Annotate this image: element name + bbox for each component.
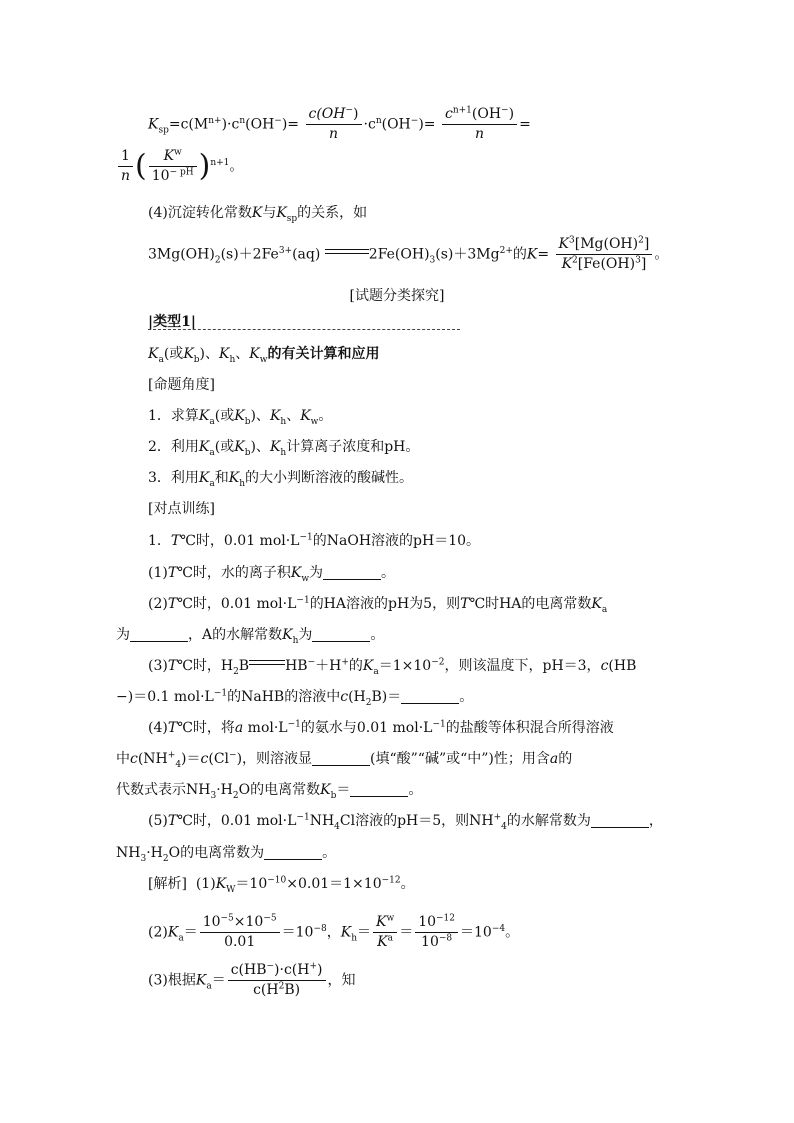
fraction-1-over-n: $\frac{1}{n}$ bbox=[118, 148, 133, 185]
type-divider bbox=[148, 329, 460, 330]
fraction-cn1-over-n: $\frac{c^{n+1}(OH^-)}{n}$ bbox=[442, 106, 517, 143]
angle-item-1: 1．求算$K_a$(或$K_b$)、$K_h$、$K_w$。 bbox=[148, 408, 333, 427]
question-1-2: (2)T℃时，0.01 $mol\cdot L^{-1}$的HA溶液的pH为5，则T℃时HA的电离常数$K_a$ bbox=[148, 595, 608, 615]
fraction-ka-calc: $\frac{10^{-5}\times 10^{-5}}{0.01}$ bbox=[200, 914, 280, 951]
answer-blank[interactable] bbox=[312, 751, 370, 766]
equilibrium-arrow bbox=[249, 658, 285, 668]
answer-blank[interactable] bbox=[264, 845, 322, 860]
item-4-intro: (4)沉淀转化常数K与$K_{sp}$的关系，如 bbox=[148, 205, 368, 224]
analysis-2: $(2)K_a=$ $\frac{10^{-5}\times 10^{-5}}{0.01}$ $=10^{-8}$，$K_h=$ $\frac{K^w}{K^a}$ ＝ $\frac{10^{-12}}{10^{-8}}$ $=10^{-4}$。 bbox=[148, 913, 520, 950]
fraction-oh-over-n: $\frac{c(OH^-)}{n}$ bbox=[306, 106, 362, 143]
question-1-3-cont: −)＝0.1 $mol\cdot L^{-1}$的NaHB的溶液中$c(H_2B)=$ 。 bbox=[116, 688, 474, 708]
question-1-5: (5)T℃时，0.01 $mol\cdot L^{-1}NH_4Cl$溶液的pH＝5，则$NH^+_4$的水解常数为 ， bbox=[148, 812, 663, 832]
type-label: |类型1| bbox=[148, 314, 196, 330]
fraction-ka-definition: $\frac{c(HB^-)\cdot c(H^+)}{c(H^2B)}$ bbox=[228, 962, 326, 999]
analysis-1: [解析] $(1)K_W=10^{-10}\times 0.01=1\times 10^{-12}$。 bbox=[148, 875, 415, 895]
question-1-4-cont2: 代数式表示$NH_3\cdot H_2O$的电离常数$K_b=$ 。 bbox=[116, 782, 423, 801]
ksp-formula-continuation: $\frac{1}{n}$ ( $\frac{K^w}{10^{- pH}}$ )$^{n+1}$。 bbox=[116, 148, 243, 185]
analysis-3: (3)根据$K_a=$ $\frac{c(HB^-)\cdot c(H^+)}{c(H^2B)}$ ，知 bbox=[148, 961, 356, 998]
answer-blank[interactable] bbox=[323, 565, 381, 580]
fraction-kw-over-ka: $\frac{K^w}{K^a}$ bbox=[373, 914, 397, 951]
question-1-4-cont: 中$c(NH^+_4)=c(Cl^-)$，则溶液显 (填“酸”“碱”或“中”)性；用含a的 bbox=[116, 750, 573, 770]
question-1-4: (4)T℃时，将a $mol\cdot L^{-1}$的氨水与0.01 $mol\cdot L^{-1}$的盐酸等体积混合所得溶液 bbox=[148, 719, 614, 736]
practice-heading: [对点训练] bbox=[148, 501, 215, 517]
section-heading: [试题分类探究] bbox=[349, 288, 445, 304]
answer-blank[interactable] bbox=[591, 813, 649, 828]
question-1-3: (3)T℃时，$H_2B$ HB−＋H+的$K_a=1\times 10^{-2}$，则该温度下，pH＝3，c(HB bbox=[148, 657, 637, 677]
question-1-1: (1)T℃时，水的离子积$K_w$为 。 bbox=[148, 565, 396, 584]
fraction-kw-over-10pH: $\frac{K^w}{10^{- pH}}$ bbox=[149, 148, 197, 185]
fraction-k-ratio: $\frac{K^3[Mg(OH)^2]}{K^2[Fe(OH)^3]}$ bbox=[556, 236, 653, 273]
angle-item-2: 2．利用$K_a$(或$K_b$)、$K_h$计算离子浓度和pH。 bbox=[148, 439, 420, 458]
answer-blank[interactable] bbox=[350, 782, 408, 797]
answer-blank[interactable] bbox=[312, 627, 370, 642]
type-title: $K_a$(或$K_b$)、$K_h$、$K_w$的有关计算和应用 bbox=[148, 346, 380, 365]
question-1-5-cont: $NH_3\cdot H_2O$的电离常数为 。 bbox=[116, 845, 337, 864]
equilibrium-arrow bbox=[325, 247, 369, 257]
angle-heading: [命题角度] bbox=[148, 377, 215, 393]
fraction-kh-calc: $\frac{10^{-12}}{10^{-8}}$ bbox=[415, 914, 458, 951]
answer-blank[interactable] bbox=[130, 627, 188, 642]
question-1-2-cont: 为 ，A的水解常数$K_h$为 。 bbox=[116, 627, 385, 646]
angle-item-3: 3．利用$K_a$和$K_h$的大小判断溶液的酸碱性。 bbox=[148, 470, 414, 489]
question-1: 1．T℃时，0.01 $mol\cdot L^{-1}$的NaOH溶液的pH＝10。 bbox=[148, 532, 481, 549]
ksp-formula: $K_{sp}=c(M^{n+})\cdot c^n(OH^-)=$ $\frac{c(OH^-)}{n}$ $\cdot c^n(OH^-)=$ $\frac{c^{n+1}(OH^-)}{n}$ = bbox=[148, 105, 531, 142]
answer-blank[interactable] bbox=[401, 689, 459, 704]
conversion-reaction: $3Mg(OH)_2(s)+2Fe^{3+}(aq)$ $2Fe(OH)_3(s)+3Mg^{2+}$的K= $\frac{K^3[Mg(OH)^2]}{K^2[Fe(OH)^3]}$ 。 bbox=[148, 235, 669, 272]
